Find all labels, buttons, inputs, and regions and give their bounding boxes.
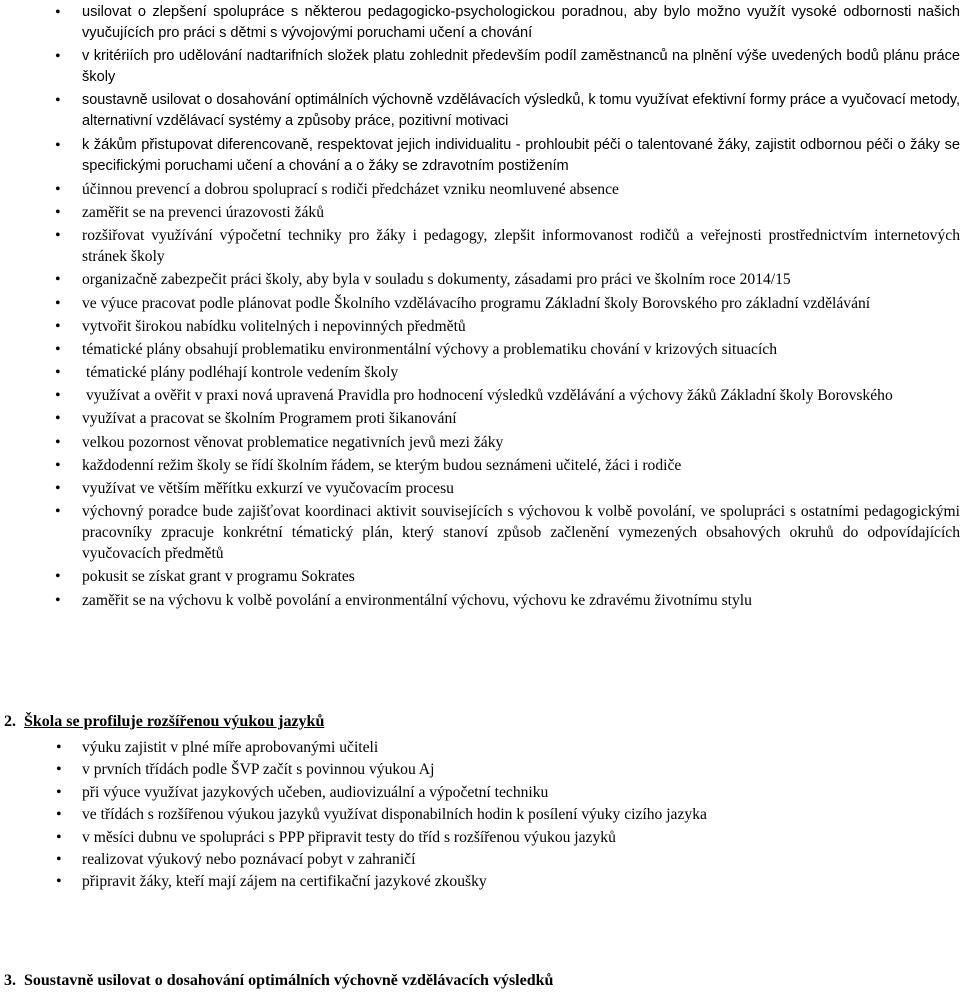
list-item bbox=[0, 408, 960, 429]
list-item-text: • tématické plány obsahují problematiku environmentální výchovy a problematiku chování v krizových situacích bbox=[82, 340, 778, 358]
list-item bbox=[0, 362, 960, 383]
list-item-text: • rozšiřovat využívání výpočetní techniky pro žáky i pedagogy, zlepšit informovanost rodičů a veřejnosti prostřednictvím internetových stránek školy bbox=[82, 227, 960, 266]
list-item: • v prvních třídách podle ŠVP začít s povinnou výukou Aj bbox=[0, 759, 960, 781]
list-item: • v měsíci dubnu ve spolupráci s PPP připravit testy do tříd s rozšířenou výukou jazyků bbox=[0, 827, 960, 849]
list-item-text: • usilovat o zlepšení spolupráce s některou pedagogicko-psychologickou poradnou, aby bylo možno využít vysoké odbornosti našich vyučujících pro práci s dětmi s vývojovými poruchami učení a chování bbox=[82, 4, 960, 41]
list-item-text: • k žákům přistupovat diferencovaně, respektovat jejich individualitu - prohloubit péči o talentované žáky, zajistit odbornou péči o žáky se specifickými poruchami učení a chování a o žáky se zdravotním postižením bbox=[82, 136, 960, 174]
list-item-text: • tématické plány podléhají kontrole vedením školy bbox=[86, 364, 399, 382]
list-item-text: • využívat ve větším měřítku exkurzí ve vyučovacím procesu bbox=[82, 480, 454, 497]
list-item: • ve třídách s rozšířenou výukou jazyků využívat disponabilních hodin k posílení výuky cizího jazyka bbox=[0, 804, 960, 826]
list-item bbox=[0, 179, 960, 200]
list-item-text: • organizačně zabezpečit práci školy, aby byla v souladu s dokumenty, zásadami pro práci ve školním roce 2014/15 bbox=[82, 271, 791, 289]
list-item-text: • vytvořit širokou nabídku volitelných i nepovinných předmětů bbox=[82, 317, 466, 335]
list-item-text: • zaměřit se na prevenci úrazovosti žáků bbox=[82, 203, 325, 221]
list-item-text: • zaměřit se na výchovu k volbě povolání a environmentální výchovu, výchovu ke zdravému životnímu stylu bbox=[82, 591, 752, 609]
list-item-text: • využívat a ověřit v praxi nová upravená Pravidla pro hodnocení výsledků vzdělávání a výchovy žáků Základní školy Borovského bbox=[86, 387, 893, 405]
list-item bbox=[0, 339, 960, 360]
list-item bbox=[0, 455, 960, 476]
plan-bullet-list bbox=[0, 2, 960, 613]
section-2-title: Škola se profiluje rozšířenou výukou jazyků bbox=[24, 713, 325, 730]
list-item bbox=[0, 385, 960, 406]
list-item bbox=[0, 2, 960, 44]
list-item bbox=[0, 269, 960, 290]
list-item-text: • velkou pozornost věnovat problematice negativních jevů mezi žáky bbox=[82, 433, 504, 451]
list-item-text: • soustavně usilovat o dosahování optimálních výchovně vzdělávacích výsledků, k tomu využívat efektivní formy práce a vyučovací metody, alternativní vzdělávací systémy a způsoby práce, pozitivní motivaci bbox=[82, 92, 960, 130]
list-item: • připravit žáky, kteří mají zájem na certifikační jazykové zkoušky bbox=[0, 871, 960, 893]
list-item bbox=[0, 225, 960, 267]
section-3-title: Soustavně usilovat o dosahování optimálních výchovně vzdělávacích výsledků bbox=[24, 972, 554, 989]
list-item: • výuku zajistit v plné míře aprobovanými učiteli bbox=[0, 737, 960, 759]
list-item: • při výuce využívat jazykových učeben, audiovizuální a výpočetní techniku bbox=[0, 782, 960, 804]
list-item bbox=[0, 590, 960, 611]
list-item-text: • v kritériích pro udělování nadtarifních složek platu zohlednit především podíl zaměstnanců na plnění výše uvedených bodů plánu práce školy bbox=[82, 48, 960, 86]
list-item bbox=[0, 293, 960, 314]
list-item bbox=[0, 501, 960, 564]
list-item bbox=[0, 432, 960, 453]
list-item-text: • pokusit se získat grant v programu Sokrates bbox=[82, 568, 355, 586]
list-item bbox=[0, 135, 960, 177]
list-item bbox=[0, 566, 960, 587]
list-item-text: • využívat a pracovat se školním Programem proti šikanování bbox=[82, 410, 457, 428]
section-3-number: 3. bbox=[4, 972, 16, 989]
list-item bbox=[0, 478, 960, 499]
list-item-text: • výchovný poradce bude zajišťovat koordinaci aktivit souvisejících s výchovou k volbě povolání, ve spolupráci s ostatními pedagogickými pracovníky zpracuje konkrétní tématický plán, který stanoví způsob začlenění vymezených obsahových okruhů do odpovídajících vyučovacích předmětů bbox=[82, 503, 960, 563]
list-item-text: • každodenní režim školy se řídí školním řádem, se kterým budou seznámeni učitelé, žáci i rodiče bbox=[82, 456, 682, 474]
list-item: • realizovat výukový nebo poznávací pobyt v zahraničí bbox=[0, 849, 960, 871]
language-bullet-list bbox=[0, 737, 960, 894]
list-item bbox=[0, 202, 960, 223]
section-2-number: 2. bbox=[4, 713, 16, 730]
list-item bbox=[0, 46, 960, 88]
list-item bbox=[0, 90, 960, 132]
list-item bbox=[0, 316, 960, 337]
list-item-text: • účinnou prevencí a dobrou spoluprací s rodiči předcházet vzniku neomluvené absence bbox=[82, 180, 619, 198]
list-item-text: • ve výuce pracovat podle plánovat podle Školního vzdělávacího programu Základní školy Borovského pro základní vzdělávání bbox=[82, 294, 871, 312]
